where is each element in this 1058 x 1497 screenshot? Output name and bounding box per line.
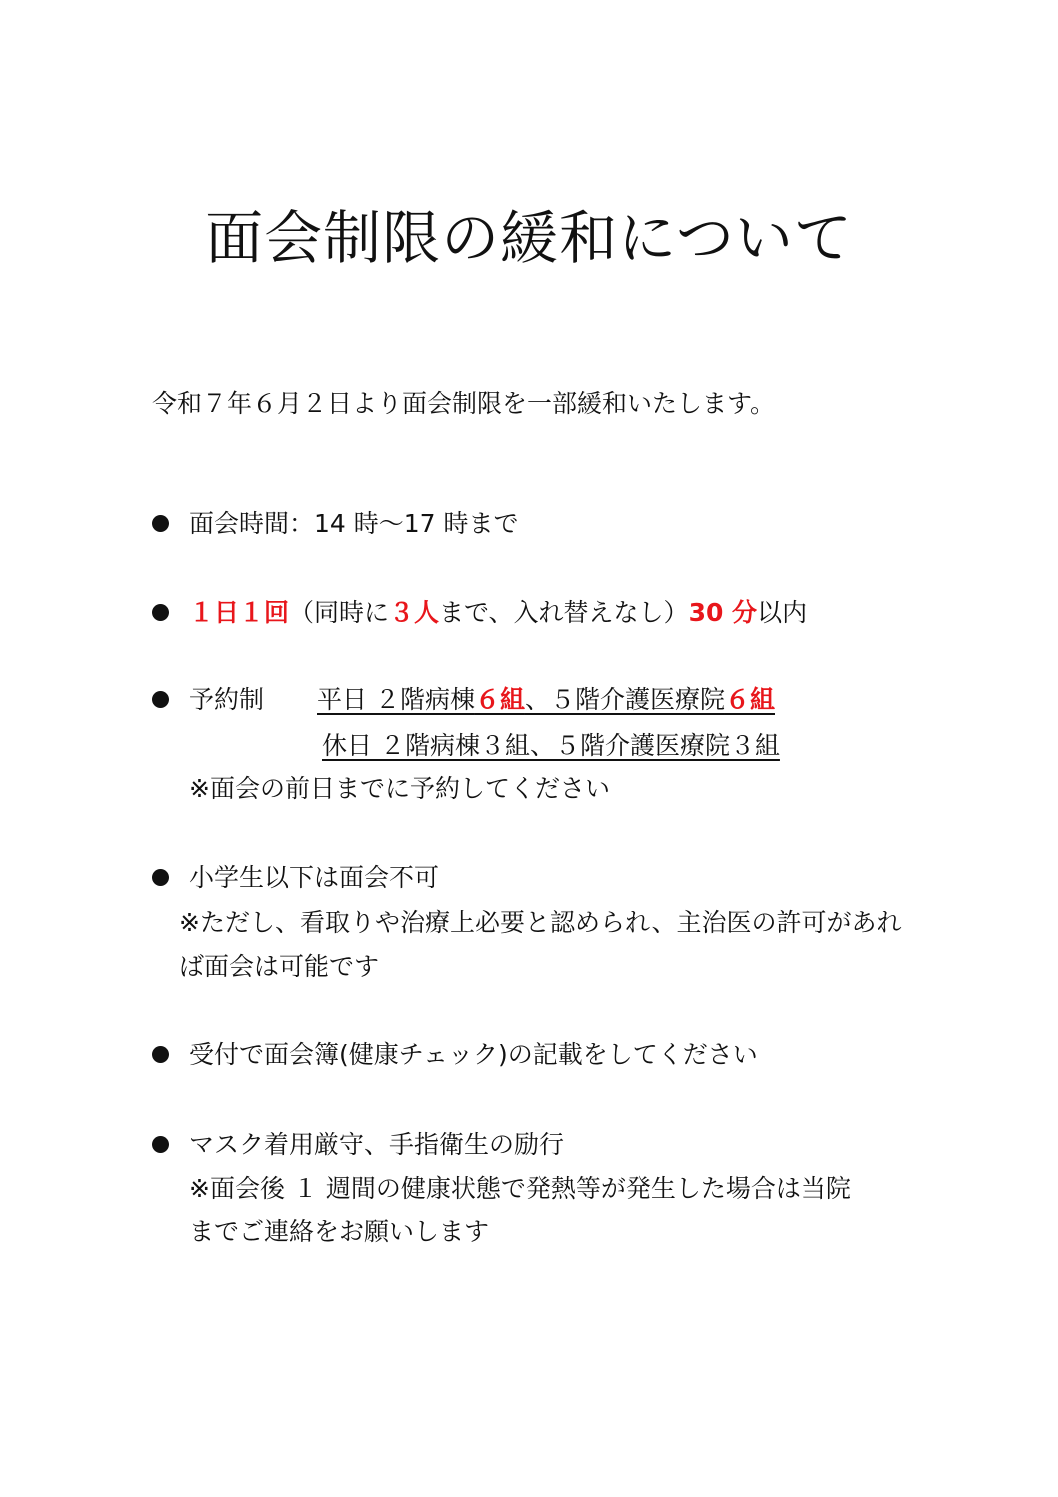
bullet-icon xyxy=(152,515,169,532)
frequency-minutes: 30 分 xyxy=(688,598,758,627)
reservation-weekday xyxy=(317,682,775,718)
bullet-icon xyxy=(152,869,169,886)
intro-text: 令和７年６月２日より面会制限を一部緩和いたします。 xyxy=(152,389,776,418)
frequency-text: まで、入れ替えなし） xyxy=(439,598,689,627)
weekday-text: 平日 ２階病棟 xyxy=(317,685,475,714)
reception-text: 受付で面会簿(健康チェック)の記載をしてください xyxy=(189,1040,758,1069)
bullet-icon xyxy=(152,604,169,621)
bullet-icon xyxy=(152,691,169,708)
page-title: 面会制限の緩和について xyxy=(205,204,853,272)
children-note: ※ただし、看取りや治療上必要と認められ、主治医の許可があれ xyxy=(179,908,902,937)
frequency-people: ３人 xyxy=(389,598,440,627)
children-restriction: 小学生以下は面会不可 xyxy=(189,863,440,892)
mask-text: マスク着用厳守、手指衛生の励行 xyxy=(189,1130,565,1159)
weekday-groups: ６組 xyxy=(724,685,775,714)
frequency-once: １日１回 xyxy=(189,598,290,627)
reservation-holiday: 休日 ２階病棟３組、５階介護医療院３組 xyxy=(322,731,780,760)
visiting-hours: 面会時間：14 時～17 時まで xyxy=(189,509,519,538)
children-note: ば面会は可能です xyxy=(179,952,380,981)
visit-frequency xyxy=(189,595,807,631)
reservation-note: ※面会の前日までに予約してください xyxy=(189,774,610,803)
frequency-text: （同時に xyxy=(289,598,390,627)
mask-note: ※面会後 １ 週間の健康状態で発熱等が発生した場合は当院 xyxy=(189,1174,851,1203)
frequency-text: 以内 xyxy=(757,598,808,627)
mask-note: までご連絡をお願いします xyxy=(189,1217,490,1246)
bullet-icon xyxy=(152,1046,169,1063)
weekday-text: 、５階介護医療院 xyxy=(524,685,725,714)
weekday-groups: ６組 xyxy=(474,685,525,714)
reservation-label: 予約制 xyxy=(189,685,265,714)
bullet-icon xyxy=(152,1136,169,1153)
